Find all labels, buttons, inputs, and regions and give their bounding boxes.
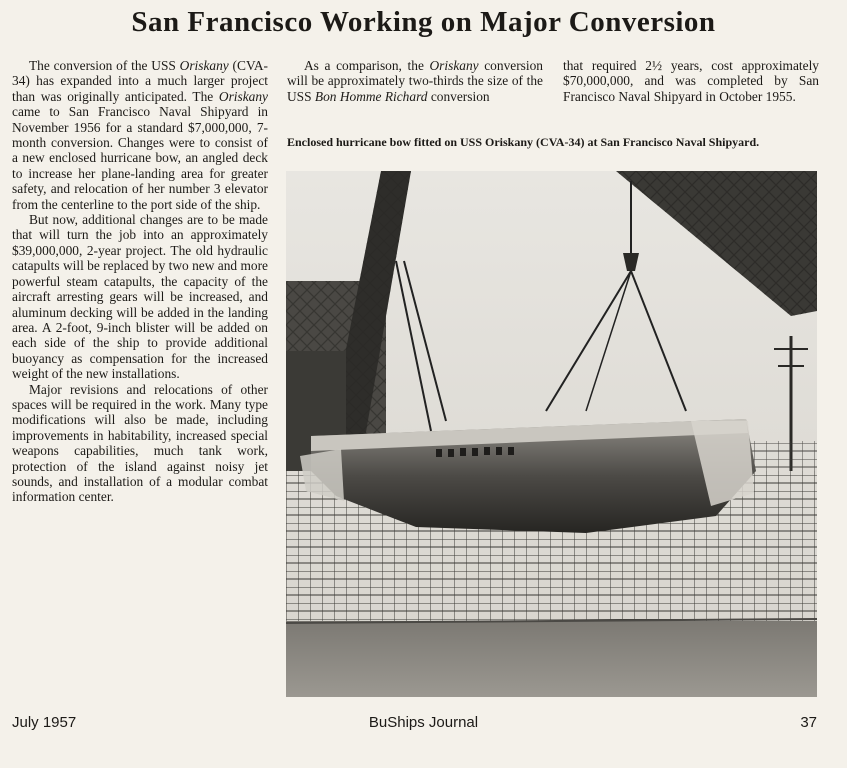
paragraph-3: Major revisions and relocations of other spaces will be required in the work. Many type modifications will also be made, including improvements in habitability, increased special weapons capabilities, much tank work, protection of the island against noisy jet sounds, and installation of a modular combat information center. bbox=[12, 381, 268, 505]
photo-caption: Enclosed hurricane bow fitted on USS Oriskany (CVA-34) at San Francisco Naval Shipyard. bbox=[287, 135, 760, 149]
footer-journal: BuShips Journal bbox=[368, 714, 479, 731]
paragraph-4: As a comparison, the Oriskany conversion will be approximately two-thirds the size of the USS Bon Homme Richard conversion bbox=[287, 58, 543, 104]
paragraph-5: that required 2½ years, cost approximately $70,000,000, and was completed by San Francisco Naval Shipyard in October 1955. bbox=[563, 58, 819, 104]
article-column-3 bbox=[563, 58, 819, 104]
article-title: San Francisco Working on Major Conversion bbox=[131, 6, 716, 38]
paragraph-1: The conversion of the USS Oriskany (CVA-34) has expanded into a much larger project than was originally anticipated. The Oriskany came to San Francisco Naval Shipyard in November 1956 for a standard $7,000,000, 7-month conversion. Changes were to consist of a new enclosed hurricane bow, an angled deck to increase her plane-landing area for greater safety, and relocation of her number 3 elevator from the centerline to the port side of the ship. bbox=[12, 58, 269, 212]
shipyard-photo bbox=[286, 171, 817, 697]
article-column-1 bbox=[12, 58, 268, 505]
paragraph-2: But now, additional changes are to be made that will turn the job into an approximately $39,000,000, 2-year project. The old hydraulic catapults will be replaced by two new and more powerful steam catapults, the capacity of the aircraft arresting gears will be increased, and aluminum decking will be added in the landing area. A 2-foot, 9-inch blister will be added on each side of the ship to provide additional buoyancy as compensation for the increased weight of the new installations. bbox=[12, 212, 268, 382]
footer-page-number: 37 bbox=[800, 714, 817, 731]
footer-date: July 1957 bbox=[12, 714, 77, 731]
dock-floor bbox=[286, 621, 817, 697]
article-column-2 bbox=[287, 58, 543, 104]
